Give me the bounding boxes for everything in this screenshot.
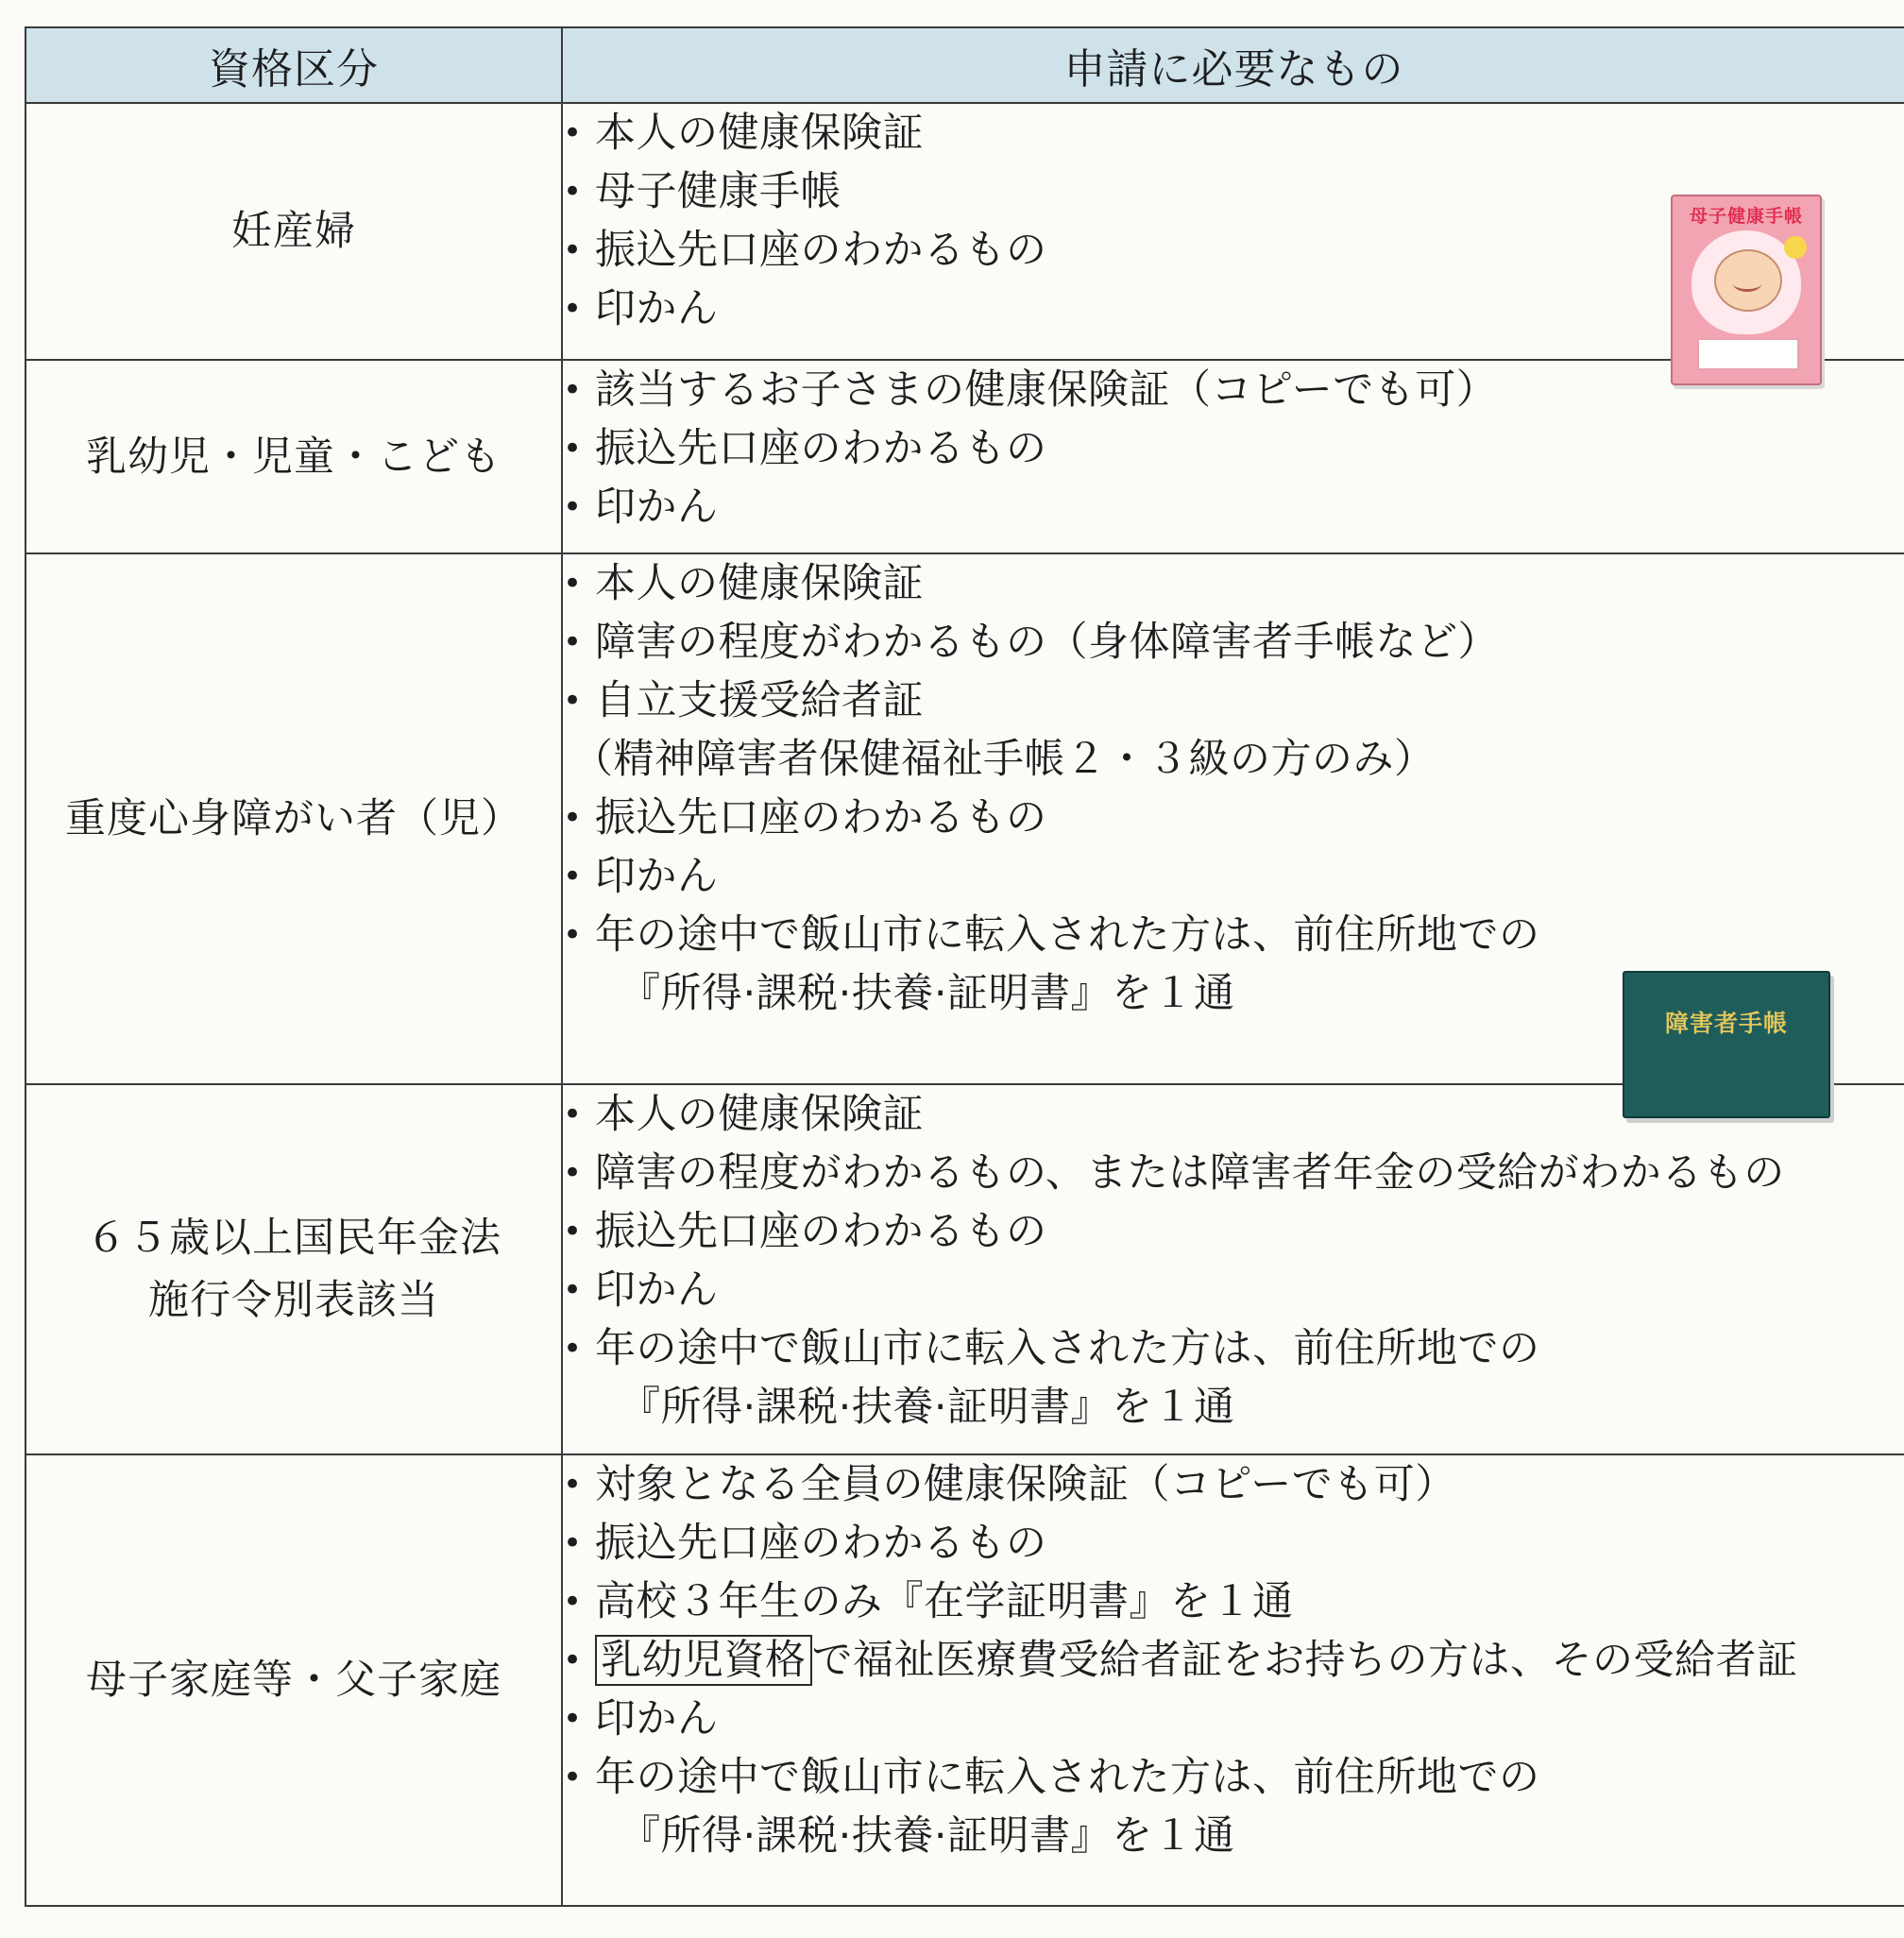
list-item — [563, 1319, 1904, 1436]
table-row-pregnant — [26, 103, 1904, 360]
category-label-line2: 施行令別表該当 — [148, 1277, 439, 1324]
item-text-continued: 『所得·課税·扶養·証明書』を１通 — [620, 1812, 1235, 1860]
table-row-elderly — [26, 1084, 1904, 1454]
boxed-term: 乳幼児資格 — [595, 1635, 812, 1686]
table-row-single-parent — [26, 1454, 1904, 1906]
table-header-row — [26, 27, 1904, 103]
list-item: • 振込先口座のわかるもの — [563, 1202, 1904, 1261]
items-cell — [562, 1084, 1904, 1454]
item-list — [563, 1455, 1904, 1865]
list-item: • 印かん — [563, 1690, 1904, 1748]
list-item: • 印かん — [563, 280, 1904, 338]
category-label: 重度心身障がい者（児） — [65, 795, 522, 842]
item-text: で福祉医療費受給者証をお持ちの方は、その受給者証 — [811, 1637, 1798, 1684]
disability-handbook-image — [1623, 971, 1830, 1118]
baby-face-icon — [1714, 249, 1782, 312]
list-item: • 自立支援受給者証 — [563, 672, 1904, 730]
list-item — [563, 1631, 1904, 1690]
item-text-continued: 『所得·課税·扶養·証明書』を１通 — [620, 970, 1235, 1017]
chick-icon — [1784, 236, 1807, 259]
list-item: • 本人の健康保険証 — [563, 104, 1904, 162]
list-item: • 本人の健康保険証 — [563, 554, 1904, 613]
category-cell — [26, 1454, 562, 1906]
category-label: ６５歳以上国民年金法 — [86, 1215, 502, 1262]
list-item: • 印かん — [563, 478, 1904, 536]
category-cell — [26, 103, 562, 360]
category-label: 妊産婦 — [231, 208, 356, 255]
header-qualification: 資格区分 — [26, 27, 562, 103]
items-cell — [562, 360, 1904, 553]
item-text: 年の途中で飯山市に転入された方は、前住所地での — [595, 911, 1540, 959]
disability-handbook-label: 障害者手帳 — [1664, 1010, 1788, 1037]
list-item: • 母子健康手帳 — [563, 162, 1904, 221]
category-label: 母子家庭等・父子家庭 — [86, 1657, 502, 1704]
table-row-children — [26, 360, 1904, 553]
list-item: • 本人の健康保険証 — [563, 1085, 1904, 1144]
item-text-continued: 『所得·課税·扶養·証明書』を１通 — [620, 1384, 1235, 1431]
list-item: • 高校３年生のみ『在学証明書』を１通 — [563, 1572, 1904, 1631]
item-list — [563, 554, 1904, 1023]
header-required-items: 申請に必要なもの — [562, 27, 1904, 103]
item-list — [563, 361, 1904, 536]
category-label: 乳幼児・児童・こども — [86, 433, 502, 481]
list-item: • 対象となる全員の健康保険証（コピーでも可） — [563, 1455, 1904, 1514]
list-item: • 振込先口座のわかるもの — [563, 1514, 1904, 1572]
item-text: 年の途中で飯山市に転入された方は、前住所地での — [595, 1325, 1540, 1372]
maternal-handbook-image — [1671, 195, 1822, 385]
list-item: • 振込先口座のわかるもの — [563, 221, 1904, 280]
list-item: • 障害の程度がわかるもの、または障害者年金の受給がわかるもの — [563, 1144, 1904, 1202]
list-item: • 該当するお子さまの健康保険証（コピーでも可） — [563, 361, 1904, 419]
category-cell — [26, 1084, 562, 1454]
maternal-handbook-label: 母子健康手帳 — [1689, 206, 1803, 227]
item-list — [563, 1085, 1904, 1436]
item-text: 年の途中で飯山市に転入された方は、前住所地での — [595, 1754, 1540, 1801]
list-item: • 振込先口座のわかるもの — [563, 419, 1904, 478]
items-cell — [562, 1454, 1904, 1906]
list-item-note: （精神障害者保健福祉手帳２・３級の方のみ） — [572, 736, 1436, 783]
requirements-table — [25, 26, 1904, 1907]
items-cell — [562, 103, 1904, 360]
category-cell — [26, 360, 562, 553]
list-item: • 印かん — [563, 1261, 1904, 1319]
list-item: • 印かん — [563, 847, 1904, 906]
list-item: • 振込先口座のわかるもの — [563, 789, 1904, 847]
category-cell — [26, 553, 562, 1084]
list-item — [563, 1748, 1904, 1865]
list-item: • 障害の程度がわかるもの（身体障害者手帳など） — [563, 613, 1904, 672]
